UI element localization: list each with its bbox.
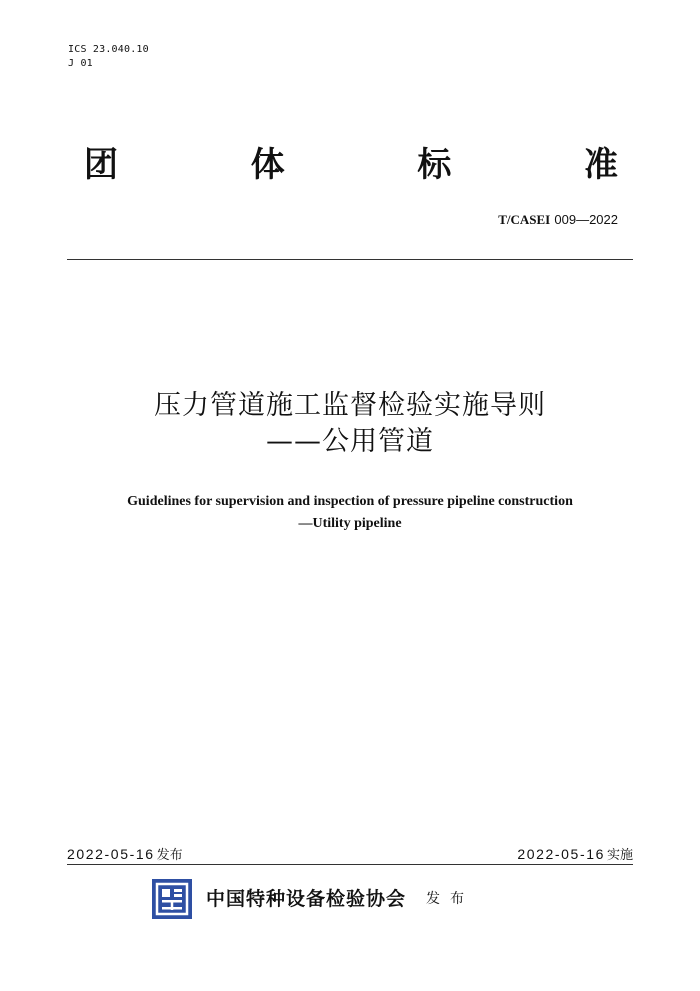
chinese-title-line-2: ——公用管道: [266, 426, 434, 457]
standard-type-char-1: 团: [84, 145, 118, 185]
publisher-name: 中国特种设备检验协会: [206, 888, 407, 910]
publisher-block: [152, 878, 474, 920]
english-title-line-1: Guidelines for supervision and inspection of pressure pipeline construction: [127, 494, 573, 509]
standard-type-title: [84, 142, 618, 188]
top-divider: [67, 259, 633, 260]
logo-lower-bar: [162, 907, 182, 910]
logo-upper-left-block: [162, 889, 170, 897]
issue-date-label: 发布: [156, 848, 183, 863]
bottom-divider: [67, 864, 633, 865]
implementation-date: [517, 844, 633, 866]
ics-code: ICS 23.040.10: [68, 44, 149, 55]
standard-type-char-2: 体: [250, 145, 285, 185]
implementation-date-label: 实施: [606, 848, 633, 863]
ccs-code: J 01: [68, 58, 93, 69]
issue-date-value: 2022-05-16: [67, 846, 155, 862]
english-title-line-2: —Utility pipeline: [298, 516, 402, 531]
implementation-date-value: 2022-05-16: [517, 846, 605, 862]
standard-code: [498, 211, 618, 230]
chinese-title-line-1: 压力管道施工监督检验实施导则: [154, 390, 546, 421]
logo-upper-right-bar-2: [174, 894, 182, 897]
publisher-logo-icon: [152, 879, 192, 919]
classification-codes: [68, 43, 149, 71]
publisher-suffix: 发布: [426, 891, 475, 907]
logo-upper-right-bar: [174, 889, 182, 892]
standard-type-char-3: 标: [417, 145, 452, 185]
standard-code-prefix: T/CASEI: [498, 212, 551, 227]
standard-type-char-4: 准: [583, 145, 618, 185]
standard-code-number: 009—2022: [554, 212, 618, 227]
issue-date: [67, 844, 183, 866]
